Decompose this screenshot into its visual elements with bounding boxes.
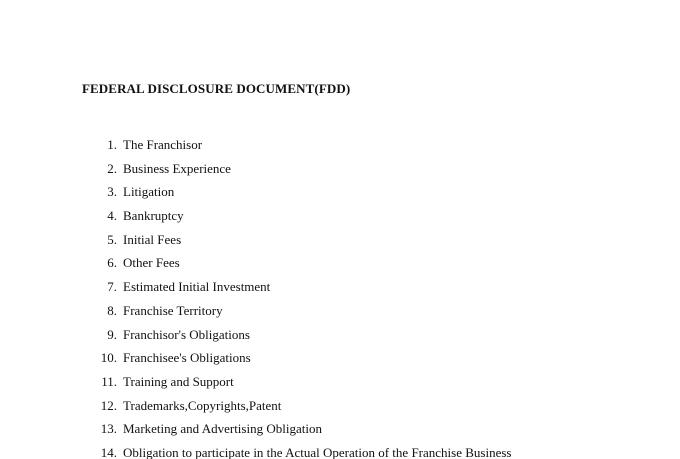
list-item bbox=[96, 277, 511, 301]
item-text: Bankruptcy bbox=[123, 208, 184, 224]
item-text: The Franchisor bbox=[123, 137, 203, 152]
item-number: 13. bbox=[100, 421, 117, 437]
item-text: Franchisor's Obligations bbox=[123, 326, 250, 342]
list-item bbox=[96, 419, 511, 443]
item-number: 10. bbox=[100, 350, 117, 366]
item-number: 11. bbox=[101, 373, 117, 389]
item-text: Initial Fees bbox=[123, 231, 182, 247]
item-number: 8. bbox=[107, 302, 117, 318]
list-item bbox=[96, 182, 511, 206]
list-item bbox=[96, 253, 511, 277]
item-text: Franchisee's Obligations bbox=[123, 350, 251, 366]
item-text: Business Experience bbox=[123, 160, 231, 176]
item-text: Obligation to participate in the Actual Operation of the Franchise Business bbox=[123, 444, 512, 459]
list-item bbox=[96, 372, 511, 396]
list-item bbox=[96, 206, 511, 230]
item-number: 1. bbox=[107, 137, 117, 152]
item-text: Other Fees bbox=[123, 255, 180, 271]
item-number: 7. bbox=[107, 279, 117, 295]
list-item bbox=[96, 135, 511, 159]
list-item bbox=[96, 230, 511, 254]
item-text: Trademarks,Copyrights,Patent bbox=[123, 397, 282, 413]
item-number: 5. bbox=[107, 231, 117, 247]
list-item bbox=[96, 396, 511, 420]
item-text: Litigation bbox=[123, 184, 175, 200]
item-number: 12. bbox=[100, 397, 117, 413]
item-number: 2. bbox=[107, 160, 117, 176]
item-number: 4. bbox=[107, 208, 117, 224]
contents-list bbox=[96, 135, 511, 459]
item-text: Training and Support bbox=[123, 373, 234, 389]
list-item bbox=[96, 325, 511, 349]
item-number: 3. bbox=[107, 184, 117, 200]
item-number: 6. bbox=[107, 255, 117, 271]
list-item bbox=[96, 301, 511, 325]
item-number: 14. bbox=[100, 444, 117, 459]
list-item bbox=[96, 443, 511, 459]
item-text: Marketing and Advertising Obligation bbox=[123, 421, 322, 437]
list-item bbox=[96, 159, 511, 183]
item-text: Franchise Territory bbox=[123, 302, 223, 318]
document-title: FEDERAL DISCLOSURE DOCUMENT(FDD) bbox=[82, 81, 351, 96]
item-number: 9. bbox=[107, 326, 117, 342]
item-text: Estimated Initial Investment bbox=[123, 279, 271, 295]
list-item bbox=[96, 348, 511, 372]
